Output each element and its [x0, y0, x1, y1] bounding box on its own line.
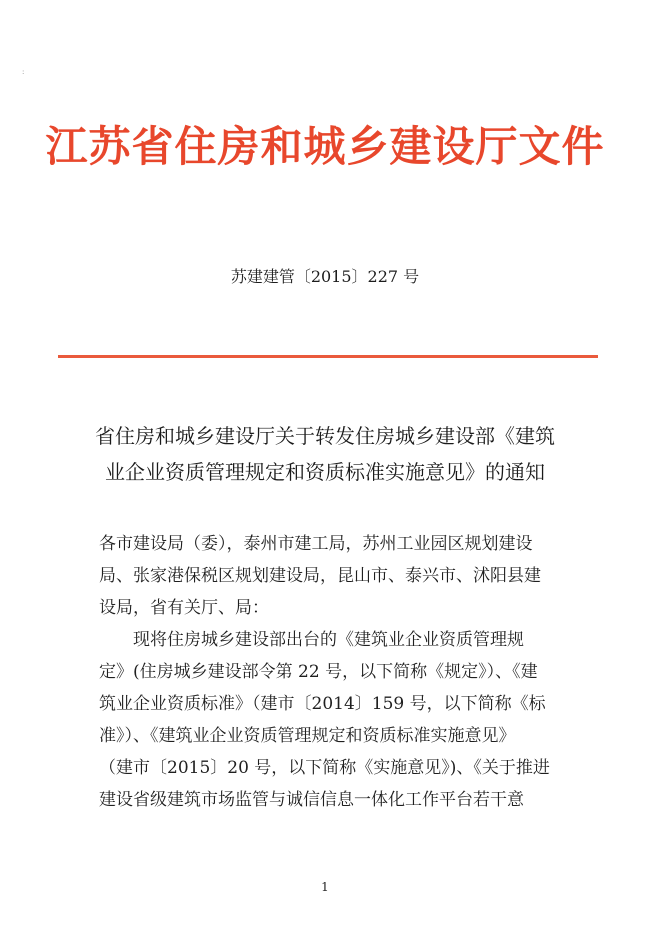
- notice-title-line-1: 省住房和城乡建设厅关于转发住房城乡建设部《建筑: [95, 424, 555, 448]
- notice-title: [0, 418, 650, 490]
- red-divider-line: [58, 355, 598, 358]
- body-line-3: 设局，省有关厅、局：: [99, 598, 269, 618]
- body-line-8: （建市〔2015〕20 号，以下简称《实施意见》)、《关于推进: [99, 758, 550, 778]
- body-line-6: 筑业企业资质标准》（建市〔2014〕159 号，以下简称《标: [99, 694, 546, 714]
- page-number: 1: [321, 880, 329, 894]
- body-line-2: 局、张家港保税区规划建设局，昆山市、泰兴市、沭阳县建: [99, 566, 541, 586]
- notice-body: [99, 528, 569, 816]
- body-line-9: 建设省级建筑市场监管与诚信信息一体化工作平台若干意: [99, 790, 524, 810]
- scan-mark: :: [22, 68, 25, 76]
- body-line-7: 准》）、《建筑业企业资质管理规定和资质标准实施意见》: [99, 726, 516, 746]
- body-line-4: 现将住房城乡建设部出台的《建筑业企业资质管理规: [133, 630, 524, 650]
- document-header-title: 江苏省住房和城乡建设厅文件: [45, 122, 605, 171]
- body-line-5: 定》(住房城乡建设部令第 22 号，以下简称《规定》）、《建: [99, 662, 538, 682]
- document-number: 苏建建管〔2015〕227 号: [230, 267, 420, 286]
- notice-title-line-2: 业企业资质管理规定和资质标准实施意见》的通知: [105, 460, 545, 484]
- body-line-1: 各市建设局（委），泰州市建工局，苏州工业园区规划建设: [99, 534, 533, 554]
